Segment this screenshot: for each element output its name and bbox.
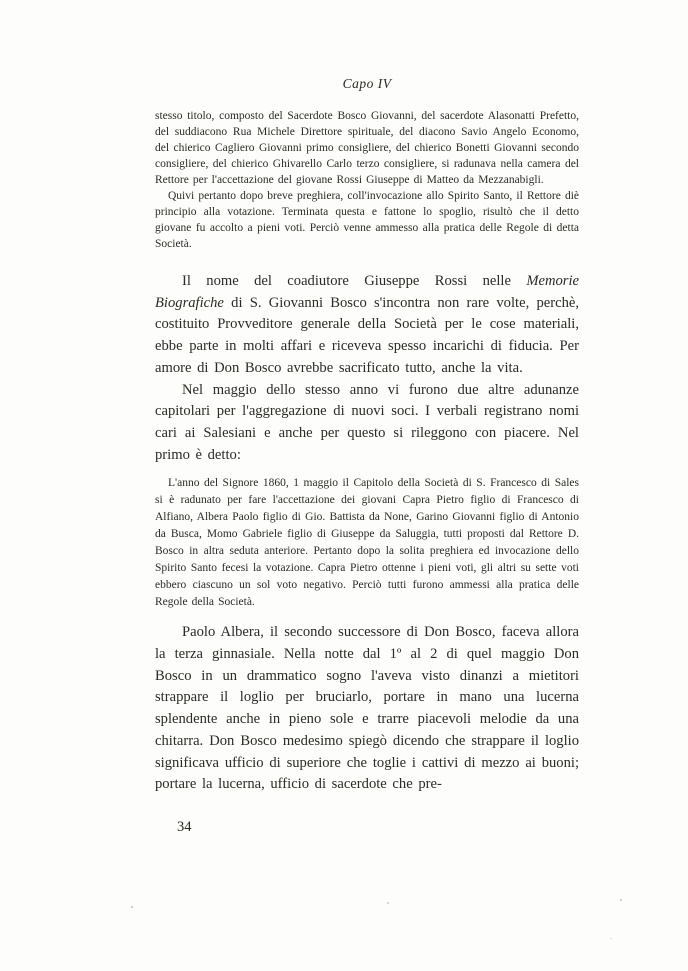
paragraph-main-adunanze: Nel maggio dello stesso anno vi furono due altre adunanze capitolari per l'aggregazione di nuovi soci. I verbali registrano nomi cari ai Salesiani e anche per questo si rileggono con piacere. Nel primo è detto:	[155, 381, 579, 463]
scan-speck	[620, 899, 622, 901]
quote-block-verbale: L'anno del Signore 1860, 1 maggio il Capitolo della Società di S. Francesco di Sales si è radunato per fare l'accettazione dei giovani Capra Pietro figlio di Francesco di Alfiano, Albera Paolo figlio di Gio. Battista da None, Garino Giovanni figlio di Antonio da Busca, Momo Gabriele figlio di Giuseppe da Saluggia, tutti proposti dal Rettore D. Bosco in altra seduta anteriore. Pertanto dopo la solita preghiera ed invocazione dello Spirito Santo fecesi la votazione. Capra Pietro ottenne i pieni voti, gli altri su sette voti ebbero ciascuno un sol voto negativo. Perciò tutti furono ammessi alla pratica delle Regole della Società.	[155, 477, 579, 609]
paragraph-main-albera: Paolo Albera, il secondo successore di Don Bosco, faceva allora la terza ginnasiale. Nella notte dal 1º al 2 di quel maggio Don Bosco in un drammatico sogno l'aveva visto dinanzi a mietitori strappare il loglio per bruciarlo, portare in mano una lucerna splendente anche in pieno sole e trarre piacevoli melodie da una chitarra. Don Bosco medesimo spiegò dicendo che strappare il loglio significava ufficio di superiore che toglie i cattivi di mezzo ai buoni; portare la lucerna, ufficio di sacerdote che pre-	[155, 624, 579, 793]
text-column	[155, 76, 579, 796]
book-title-italic: Memorie Biografiche	[155, 273, 579, 311]
scan-speck	[610, 938, 612, 939]
paragraph-main-rossi-before: Il nome del coadiutore Giuseppe Rossi nelle	[182, 273, 527, 289]
paragraph-main-rossi-after: di S. Giovanni Bosco s'incontra non rare volte, perchè, costituito Provveditore generale della Società per le cose materiali, ebbe parte in molti affari e riceveva spesso incarichi di fiducia. Per amore di Don Bosco avrebbe sacrificato tutto, anche la vita.	[155, 294, 579, 376]
paragraph-main-rossi	[155, 271, 579, 380]
scan-speck	[131, 906, 133, 908]
paragraph-small-second: Quivi pertanto dopo breve preghiera, coll'invocazione allo Spirito Santo, il Rettore diè principio alla votazione. Terminata questa e fattone lo spoglio, risultò che il detto giovane fu accolto a pieni voti. Perciò venne ammesso alla pratica delle Regole di detta Società.	[155, 190, 579, 250]
chapter-header: Capo IV	[342, 76, 392, 91]
page-number: 34	[177, 819, 192, 835]
scan-speck	[387, 902, 389, 904]
paragraph-small-continuation: stesso titolo, composto del Sacerdote Bosco Giovanni, del sacerdote Alasonatti Prefetto, del suddiacono Rua Michele Direttore spirituale, del diacono Savio Angelo Economo, del chierico Cagliero Giovanni primo consigliere, del chierico Bonetti Giovanni secondo consigliere, del chierico Ghivarello Carlo terzo consigliere, si radunava nella camera del Rettore per l'accettazione del giovane Rossi Giuseppe di Matteo da Mezzanabigli.	[155, 110, 579, 186]
